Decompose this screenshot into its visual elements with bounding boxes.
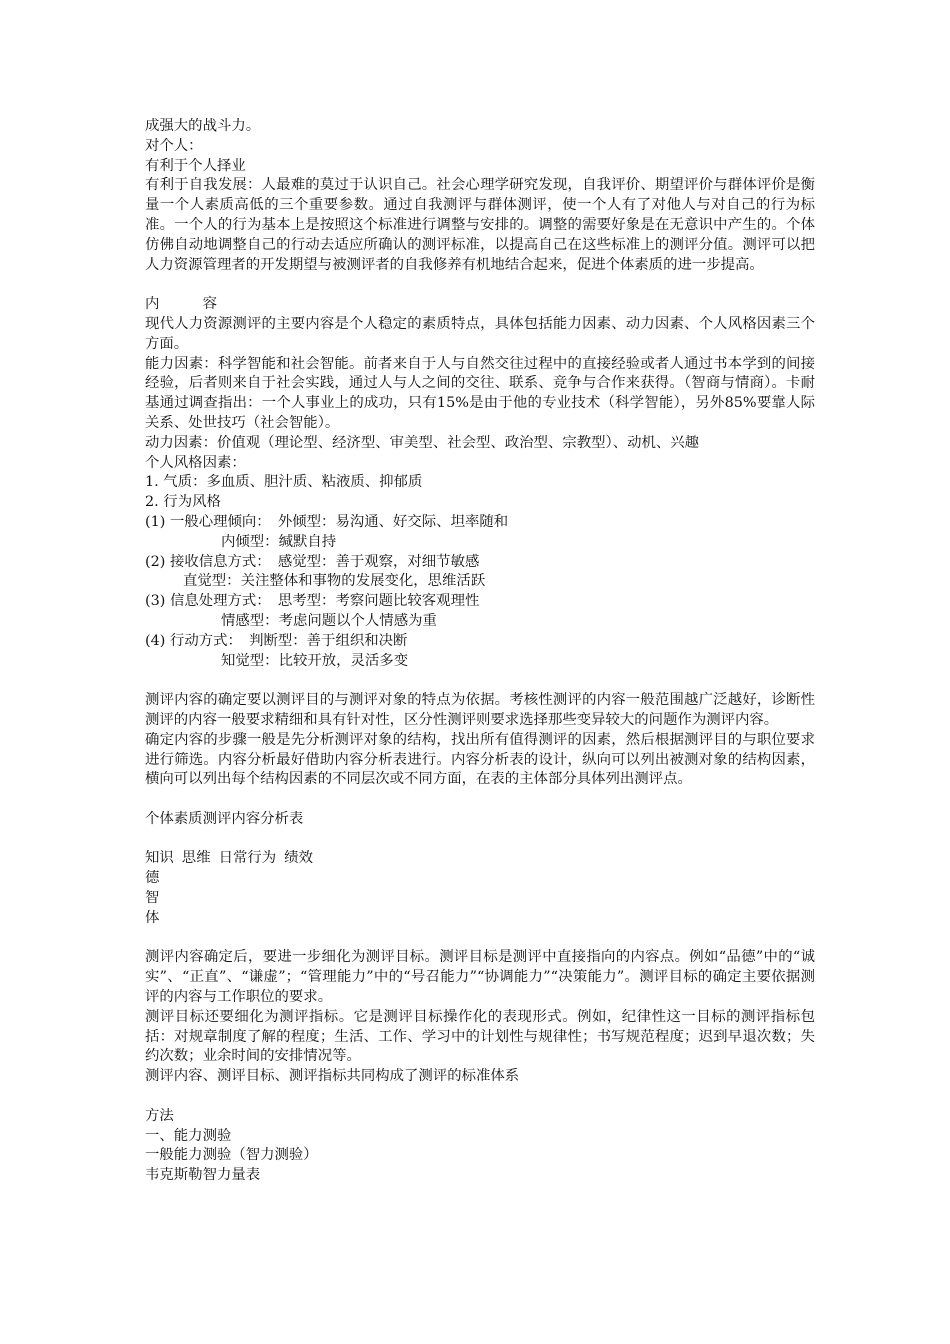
paragraph: 测评内容确定后，要进一步细化为测评目标。测评目标是测评中直接指向的内容点。例如“品德”中的“诚实”、“正直”、“谦虚”；“管理能力”中的“号召能力”“协调能力”“决策能力”。测评目标的确定主要依据测评的内容与工作职位的要求。 — [145, 949, 815, 1006]
table-row-label: 体 — [145, 909, 160, 926]
section-title-content: 内 容 — [145, 296, 217, 313]
paragraph: 动力因素：价值观（理论型、经济型、审美型、社会型、政治型、宗教型）、动机、兴趣 — [145, 434, 700, 451]
list-item: 一、能力测验 — [145, 1127, 232, 1144]
table-header-cell: 日常行为 — [218, 850, 277, 867]
spacer — [145, 275, 815, 295]
style-subitem: 知觉型：比较开放，灵活多变 — [221, 652, 409, 669]
style-item: (2) 接收信息方式： 感觉型：善于观察，对细节敏感 — [145, 553, 480, 570]
list-item: 一般能力测验（智力测验） — [145, 1147, 318, 1164]
spacer — [145, 671, 815, 691]
document-page — [145, 117, 815, 1186]
paragraph: 现代人力资源测评的主要内容是个人稳定的素质特点，具体包括能力因素、动力因素、个人风格因素三个方面。 — [145, 315, 815, 352]
paragraph: 测评内容、测评目标、测评指标共同构成了测评的标准体系 — [145, 1068, 520, 1085]
paragraph: 有利于自我发展：人最难的莫过于认识自己。社会心理学研究发现，自我评价、期望评价与群体评价是衡量一个人素质高低的三个重要参数。通过自我测评与群体测评，使一个人有了对他人与对自己的行为标准。一个人的行为基本上是按照这个标准进行调整与安排的。调整的需要好象是在无意识中产生的。个体仿佛自动地调整自己的行动去适应所确认的测评标准，以提高自己在这些标准上的测评分值。测评可以把人力资源管理者的开发期望与被测评者的自我修养有机地结合起来，促进个体素质的进一步提高。 — [145, 177, 815, 273]
table-header-cell: 思维 — [181, 850, 211, 867]
spacer — [145, 790, 815, 810]
spacer — [145, 929, 815, 949]
paragraph: 对个人： — [145, 137, 203, 154]
list-item: 1. 气质：多血质、胆汁质、粘液质、抑郁质 — [145, 474, 423, 491]
style-item: (4) 行动方式： 判断型：善于组织和决断 — [145, 632, 408, 649]
table-header-cell: 知识 — [145, 850, 174, 867]
paragraph: 测评内容的确定要以测评目的与测评对象的特点为依据。考核性测评的内容一般范围越广泛越好，诊断性测评的内容一般要求精细和具有针对性，区分性测评则要求选择那些变异较大的问题作为测评内容。 — [145, 692, 815, 728]
style-subitem: 内倾型：缄默自持 — [221, 533, 337, 550]
section-title-method: 方法 — [145, 1107, 174, 1124]
list-item: 韦克斯勒智力量表 — [145, 1167, 261, 1184]
style-subitem: 情感型：考虑问题以个人情感为重 — [221, 612, 437, 629]
paragraph: 测评目标还要细化为测评指标。它是测评目标操作化的表现形式。例如，纪律性这一目标的测评指标包括：对规章制度了解的程度；生活、工作、学习中的计划性与规律性；书写规范程度；迟到早退次数；失约次数；业余时间的安排情况等。 — [145, 1008, 815, 1065]
paragraph: 成强大的战斗力。 — [145, 118, 261, 134]
style-subitem: 直觉型：关注整体和事物的发展变化，思维活跃 — [183, 573, 486, 590]
table-header-cell: 绩效 — [284, 850, 313, 867]
spacer — [145, 830, 815, 850]
paragraph: 有利于个人择业 — [145, 157, 246, 174]
table-row-label: 德 — [145, 870, 160, 887]
spacer — [145, 1087, 815, 1107]
paragraph: 能力因素：科学智能和社会智能。前者来自于人与自然交往过程中的直接经验或者人通过书本学到的间接经验，后者则来自于社会实践，通过人与人之间的交往、联系、竞争与合作来获得。（智商与情商）。卡耐基通过调查指出：一个人事业上的成功，只有15%是由于他的专业技术（科学智能），另外85%要靠人际关系、处世技巧（社会智能）。 — [145, 355, 815, 431]
table-row-label: 智 — [145, 890, 160, 907]
paragraph: 确定内容的步骤一般是先分析测评对象的结构，找出所有值得测评的因素，然后根据测评目的与职位要求进行筛选。内容分析最好借助内容分析表进行。内容分析表的设计，纵向可以列出被测对象的结构因素，横向可以列出每个结构因素的不同层次或不同方面，在表的主体部分具体列出测评点。 — [145, 731, 815, 788]
paragraph: 个人风格因素： — [145, 454, 246, 471]
table-title: 个体素质测评内容分析表 — [145, 810, 304, 827]
table-header-row — [145, 849, 815, 869]
style-item: (3) 信息处理方式： 思考型：考察问题比较客观理性 — [145, 593, 480, 610]
style-item: (1) 一般心理倾向： 外倾型：易沟通、好交际、坦率随和 — [145, 513, 509, 530]
list-item: 2. 行为风格 — [145, 494, 221, 511]
